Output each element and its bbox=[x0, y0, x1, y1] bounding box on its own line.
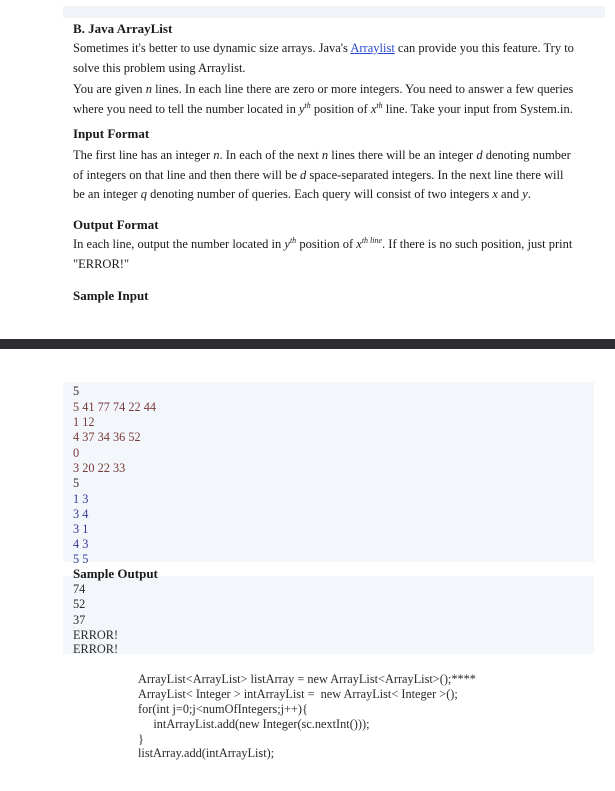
var-y: y bbox=[284, 237, 290, 251]
code-line: listArray.add(intArrayList); bbox=[138, 746, 275, 760]
input-line: 0 bbox=[73, 446, 80, 460]
intro-text: can provide you this feature. Try to bbox=[394, 41, 574, 55]
var-n: n bbox=[321, 148, 329, 162]
input-line: 5 41 77 74 22 44 bbox=[73, 400, 157, 414]
sup-th: th bbox=[304, 100, 311, 110]
text: You are given bbox=[73, 82, 146, 96]
output-format-title: Output Format bbox=[73, 217, 159, 232]
input-line: 5 bbox=[73, 476, 80, 490]
text: line. Take your input from System.in. bbox=[382, 101, 573, 116]
input-line: 5 bbox=[73, 384, 80, 398]
var-d: d bbox=[476, 148, 483, 162]
sample-output-box bbox=[63, 576, 594, 654]
code-line: ArrayList< Integer > intArrayList = new ArrayList< Integer >(); bbox=[138, 687, 458, 701]
arraylist-link[interactable]: Arraylist bbox=[350, 41, 395, 55]
text: and bbox=[497, 187, 523, 201]
input-line: 5 5 bbox=[73, 552, 89, 566]
top-strip bbox=[63, 6, 605, 18]
var-q: q bbox=[140, 187, 147, 201]
var-d: d bbox=[300, 167, 307, 182]
text: position of bbox=[296, 237, 357, 251]
code-line: intArrayList.add(new Integer(sc.nextInt())); bbox=[138, 717, 370, 731]
var-x: x bbox=[492, 187, 498, 201]
output-line: ERROR! bbox=[73, 628, 119, 642]
var-x: x bbox=[356, 237, 362, 251]
input-line: 1 3 bbox=[73, 492, 89, 506]
text: In each line, output the number located in bbox=[73, 237, 285, 251]
output-line: 37 bbox=[73, 613, 86, 627]
text: The first line has an integer bbox=[73, 148, 214, 162]
input-line: 1 12 bbox=[73, 415, 95, 429]
sup-th: th bbox=[376, 100, 383, 110]
text: space-separated integers. In the next line there will bbox=[306, 167, 564, 182]
text: . If there is no such position, just print bbox=[382, 237, 573, 251]
var-y: y bbox=[522, 187, 528, 201]
intro-paragraph bbox=[73, 39, 603, 78]
var-y: y bbox=[298, 101, 305, 116]
sample-input-title: Sample Input bbox=[73, 288, 149, 303]
var-n: n bbox=[145, 82, 152, 96]
text: denoting number bbox=[482, 148, 571, 162]
code-line: } bbox=[138, 732, 144, 746]
text: . In each of the next bbox=[219, 148, 322, 162]
intro-line-1 bbox=[73, 41, 574, 55]
page-divider bbox=[0, 339, 615, 349]
output-line: 74 bbox=[73, 582, 86, 596]
intro-text: Sometimes it's better to use dynamic size arrays. Java's bbox=[73, 41, 351, 55]
sup-th: th bbox=[289, 235, 297, 245]
text: lines there will be an integer bbox=[328, 148, 477, 162]
code-line: ArrayList<ArrayList> listArray = new ArrayList<ArrayList>();**** bbox=[138, 672, 476, 686]
input-format-body bbox=[73, 146, 603, 205]
input-line: 3 4 bbox=[73, 507, 89, 521]
text: "ERROR!" bbox=[73, 256, 130, 271]
text: be an integer bbox=[73, 187, 141, 201]
output-line: 52 bbox=[73, 597, 86, 611]
text: position of bbox=[310, 101, 371, 116]
text: lines. In each line there are zero or more integers. You need to answer a few queries bbox=[151, 82, 574, 96]
intro-line-2: solve this problem using Arraylist. bbox=[73, 60, 246, 75]
input-line: 3 1 bbox=[73, 522, 89, 536]
input-line: 4 3 bbox=[73, 537, 89, 551]
text: denoting number of queries. Each query will consist of two integers bbox=[146, 187, 493, 201]
output-format-body bbox=[73, 235, 603, 274]
section-title: B. Java ArrayList bbox=[73, 21, 173, 36]
text: where you need to tell the number located in bbox=[73, 101, 299, 116]
sample-output-title: Sample Output bbox=[73, 566, 158, 581]
output-line: ERROR! bbox=[73, 642, 119, 656]
code-line: for(int j=0;j<numOfIntegers;j++){ bbox=[138, 702, 308, 716]
text: of integers on that line and then there will be bbox=[73, 167, 301, 182]
sup-th-line: th line bbox=[361, 235, 383, 245]
input-format-title: Input Format bbox=[73, 126, 150, 141]
var-x: x bbox=[370, 101, 377, 116]
input-line: 3 20 22 33 bbox=[73, 461, 126, 475]
input-line: 4 37 34 36 52 bbox=[73, 430, 141, 444]
problem-paragraph bbox=[73, 80, 603, 119]
text: . bbox=[527, 187, 531, 201]
var-n: n bbox=[213, 148, 220, 162]
